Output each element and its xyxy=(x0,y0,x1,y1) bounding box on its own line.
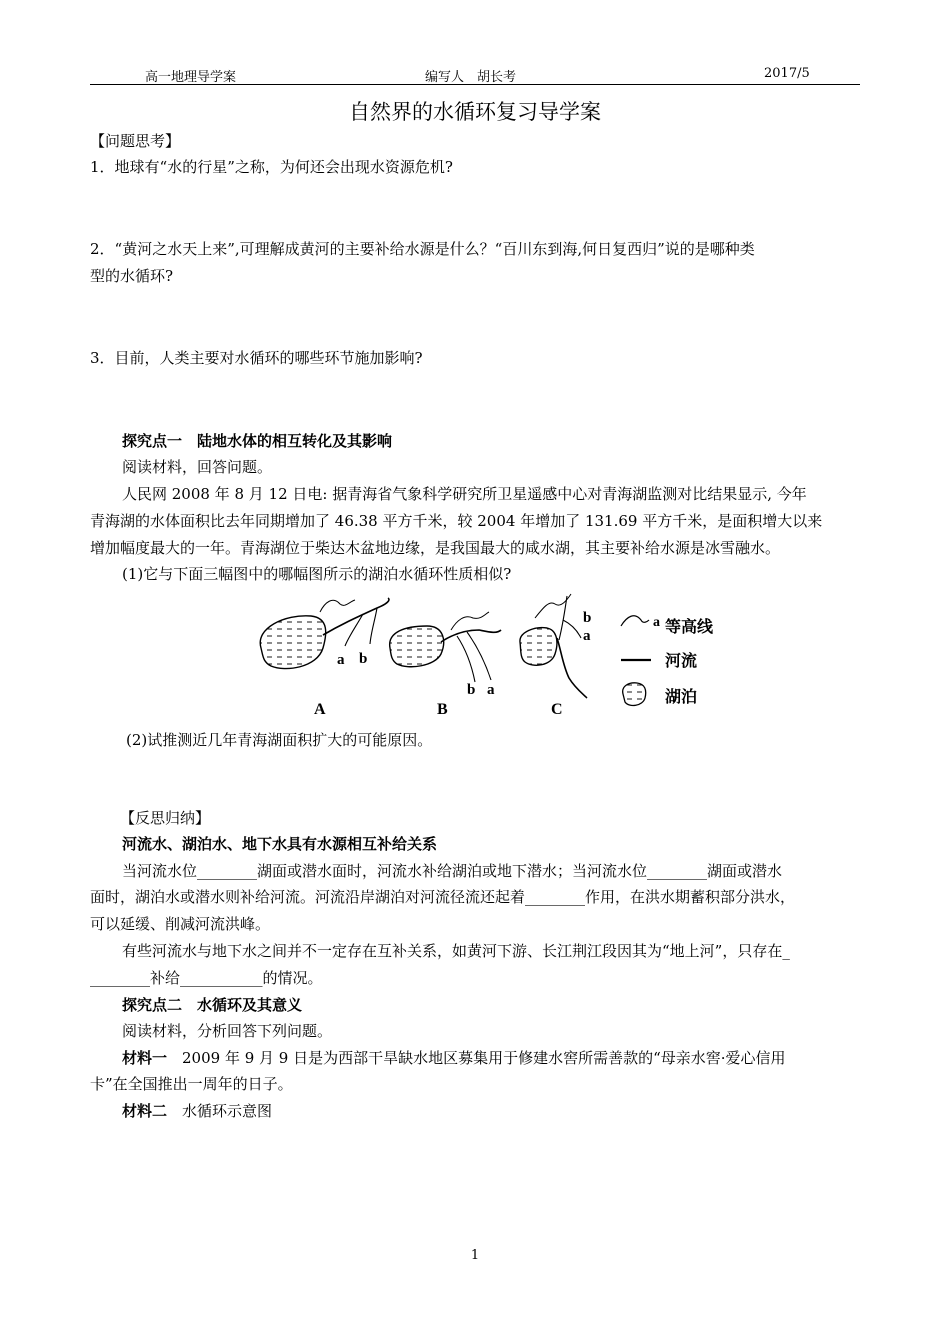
question-3: 3．目前，人类主要对水循环的哪些环节施加影响? xyxy=(90,349,423,367)
lake-b xyxy=(390,626,444,667)
river-a xyxy=(323,598,389,635)
lake-a xyxy=(260,616,325,669)
reflection-p1-line2: 面时，湖泊水或潜水则补给河流。河流沿岸湖泊对河流径流还起着________作用，在洪水期蓄积部分洪水， xyxy=(90,888,796,906)
legend-contour-label: 等高线 xyxy=(665,619,714,636)
tributary-b1 xyxy=(457,636,475,682)
explore1-material-line2: 青海湖的水体面积比去年同期增加了 46.38 平方千米，较 2004 年增加了 131.69 平方千米，是面积增大以来 xyxy=(90,512,823,530)
river-c xyxy=(557,638,587,698)
contour-b xyxy=(451,612,489,630)
panel-a-diagram xyxy=(260,598,389,718)
material1-text-line1: 2009 年 9 月 9 日是为西部干旱缺水地区募集用于修建水窖所需善款的“母亲水窖·爱心信用 xyxy=(167,1049,786,1067)
reflection-subheading: 河流水、湖泊水、地下水具有水源相互补给关系 xyxy=(122,835,438,853)
page-number: 1 xyxy=(470,1248,480,1263)
legend-contour-symbol xyxy=(621,616,649,626)
question-2-line1: 2．“黄河之水天上来”,可理解成黄河的主要补给水源是什么？“百川东到海,何日复西归”说的是哪种类 xyxy=(90,240,755,258)
tributary-c2 xyxy=(563,620,581,638)
point-label-b-1: b xyxy=(467,682,476,698)
lake-c xyxy=(520,628,557,666)
point-label-c-1: b xyxy=(583,610,592,626)
material2-label: 材料二 xyxy=(122,1102,168,1120)
panel-c-diagram xyxy=(520,594,591,718)
explore1-instruction: 阅读材料，回答问题。 xyxy=(122,458,273,476)
header-rule xyxy=(90,84,860,85)
explore1-material-line3: 增加幅度最大的一年。青海湖位于柴达木盆地边缘，是我国最大的咸水湖，其主要补给水源是冰雪融水。 xyxy=(90,539,781,557)
tributary-b2 xyxy=(467,632,491,680)
material2-text: 水循环示意图 xyxy=(167,1102,273,1120)
tributary-a2 xyxy=(370,608,377,644)
point-label-b-2: a xyxy=(487,682,495,698)
contour-a xyxy=(320,600,355,612)
explore1-question1: (1)它与下面三幅图中的哪幅图所示的湖泊水循环性质相似? xyxy=(122,565,512,583)
point-label-a-2: b xyxy=(359,651,368,667)
explore1-question2: (2)试推测近几年青海湖面积扩大的可能原因。 xyxy=(126,731,433,749)
river-b xyxy=(441,630,501,642)
header-left: 高一地理导学案 xyxy=(145,70,237,85)
legend-lake-label: 湖泊 xyxy=(665,689,698,706)
question-2-line2: 型的水循环? xyxy=(90,267,174,285)
explore2-material1-line2: 卡”在全国推出一周年的日子。 xyxy=(90,1075,293,1093)
point-label-a-1: a xyxy=(337,652,345,668)
lake-river-figure xyxy=(245,590,745,725)
panel-label-c: C xyxy=(551,701,563,718)
point-label-c-2: a xyxy=(583,628,591,644)
explore1-heading: 探究点一 陆地水体的相互转化及其影响 xyxy=(122,432,393,450)
explore1-material-line1: 人民网 2008 年 8 月 12 日电: 据青海省气象科学研究所卫星遥感中心对青海湖监测对比结果显示, 今年 xyxy=(122,485,807,503)
legend-contour-marker: a xyxy=(653,615,660,630)
panel-label-a: A xyxy=(314,701,326,718)
legend-lake-symbol xyxy=(623,683,646,706)
reflection-p1-line3: 可以延缓、削减河流洪峰。 xyxy=(90,915,271,933)
header-center: 编写人 胡长考 xyxy=(425,70,517,85)
figure-legend xyxy=(621,615,714,706)
explore2-material2 xyxy=(90,1098,862,1125)
question-1: 1．地球有“水的行星”之称，为何还会出现水资源危机? xyxy=(90,158,453,176)
panel-label-b: B xyxy=(437,701,448,718)
reflection-p2-line2: ________补给___________的情况。 xyxy=(90,969,323,987)
explore2-heading: 探究点二 水循环及其意义 xyxy=(122,996,303,1014)
page-title: 自然界的水循环复习导学案 xyxy=(349,100,601,124)
explore2-instruction: 阅读材料，分析回答下列问题。 xyxy=(122,1022,333,1040)
material1-label: 材料一 xyxy=(122,1049,168,1067)
panel-b-diagram xyxy=(390,612,501,718)
section-heading-thinking: 【问题思考】 xyxy=(90,132,181,150)
explore2-material1-line1 xyxy=(90,1045,862,1072)
legend-river-label: 河流 xyxy=(665,653,698,670)
header-right: 2017/5 xyxy=(764,66,810,81)
reflection-p1-line1: 当河流水位________湖面或潜水面时，河流水补给湖泊或地下潜水；当河流水位________湖面或潜水 xyxy=(122,862,783,880)
reflection-heading: 【反思归纳】 xyxy=(120,809,211,827)
reflection-p2-line1: 有些河流水与地下水之间并不一定存在互补关系，如黄河下游、长江荆江段因其为“地上河”，只存在_ xyxy=(122,942,790,960)
